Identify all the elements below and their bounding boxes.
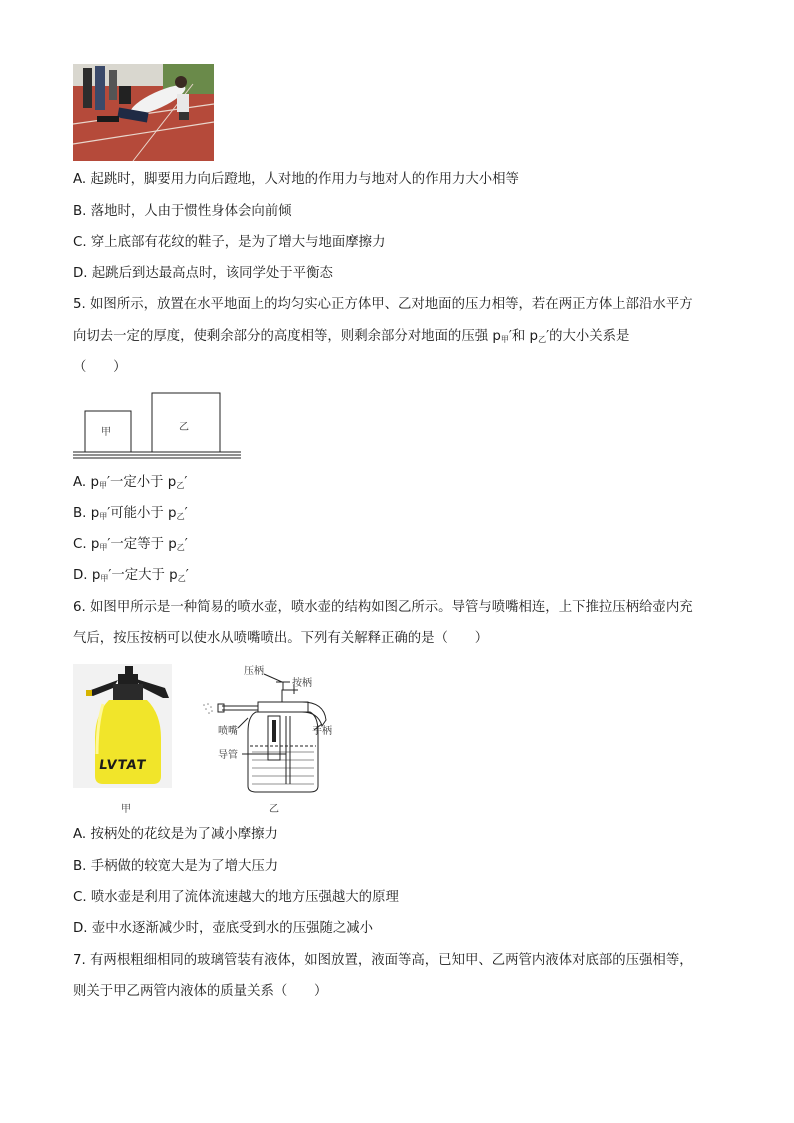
label-anbing: 按柄 xyxy=(292,678,312,689)
block-jia-label: 甲 xyxy=(101,427,111,438)
spray-bottle-photo xyxy=(73,664,172,788)
q4-option-b: B. 落地时，人由于惯性身体会向前倾 xyxy=(73,204,292,219)
q6-option-d: D. 壶中水逐渐减少时，壶底受到水的压强随之减小 xyxy=(73,921,374,936)
block-yi-label: 乙 xyxy=(179,422,189,433)
q5-option-d: D. $p_甲'$一定大于 $p_乙'$ xyxy=(73,568,189,583)
q5-stem-line2: 向切去一定的厚度，使剩余部分的高度相等，则剩余部分对地面的压强 $p_甲'$和 $p_乙'$的大小关系是 xyxy=(73,329,630,344)
q6-option-b: B. 手柄做的较宽大是为了增大压力 xyxy=(73,859,279,874)
q6-option-a: A. 按柄处的花纹是为了减小摩擦力 xyxy=(73,827,278,842)
q7-stem-line2: 则关于甲乙两管内液体的质量关系（ ） xyxy=(73,984,328,999)
spray-structure-diagram xyxy=(198,660,344,796)
bottle-brand-text: LVTAT xyxy=(97,758,148,773)
label-shoubing: 手柄 xyxy=(312,726,332,737)
q7-stem-line1: 7. 有两根粗细相同的玻璃管装有液体，如图放置，液面等高，已知甲、乙两管内液体对底部的压强相等， xyxy=(73,953,693,968)
q6-caption-yi: 乙 xyxy=(269,804,279,815)
q5-answer-bracket: （ ） xyxy=(73,360,127,375)
label-penzui: 喷嘴 xyxy=(218,726,238,737)
q6-caption-jia: 甲 xyxy=(121,804,131,815)
q6-stem-line2: 气后，按压按柄可以使水从喷嘴喷出。下列有关解释正确的是（ ） xyxy=(73,631,489,646)
long-jump-photo xyxy=(73,64,214,161)
q4-option-a: A. 起跳时，脚要用力向后蹬地，人对地的作用力与地对人的作用力大小相等 xyxy=(73,172,519,187)
q5-option-c: C. $p_甲'$一定等于 $p_乙'$ xyxy=(73,537,188,552)
q6-option-c: C. 喷水壶是利用了流体流速越大的地方压强越大的原理 xyxy=(73,890,399,905)
q5-option-b: B. $p_甲'$可能小于 $p_乙'$ xyxy=(73,506,188,521)
q5-option-a: A. $p_甲'$一定小于 $p_乙'$ xyxy=(73,475,188,490)
q4-option-d: D. 起跳后到达最高点时，该同学处于平衡态 xyxy=(73,266,333,281)
q5-cubes-diagram xyxy=(73,390,243,462)
label-daoguan: 导管 xyxy=(218,750,238,761)
label-yabing: 压柄 xyxy=(244,666,264,677)
q6-stem-line1: 6. 如图甲所示是一种简易的喷水壶，喷水壶的结构如图乙所示。导管与喷嘴相连，上下推拉压柄给壶内充 xyxy=(73,600,693,615)
q4-option-c: C. 穿上底部有花纹的鞋子，是为了增大与地面摩擦力 xyxy=(73,235,386,250)
q5-stem-line1: 5. 如图所示，放置在水平地面上的均匀实心正方体甲、乙对地面的压力相等，若在两正方体上部沿水平方 xyxy=(73,297,693,312)
